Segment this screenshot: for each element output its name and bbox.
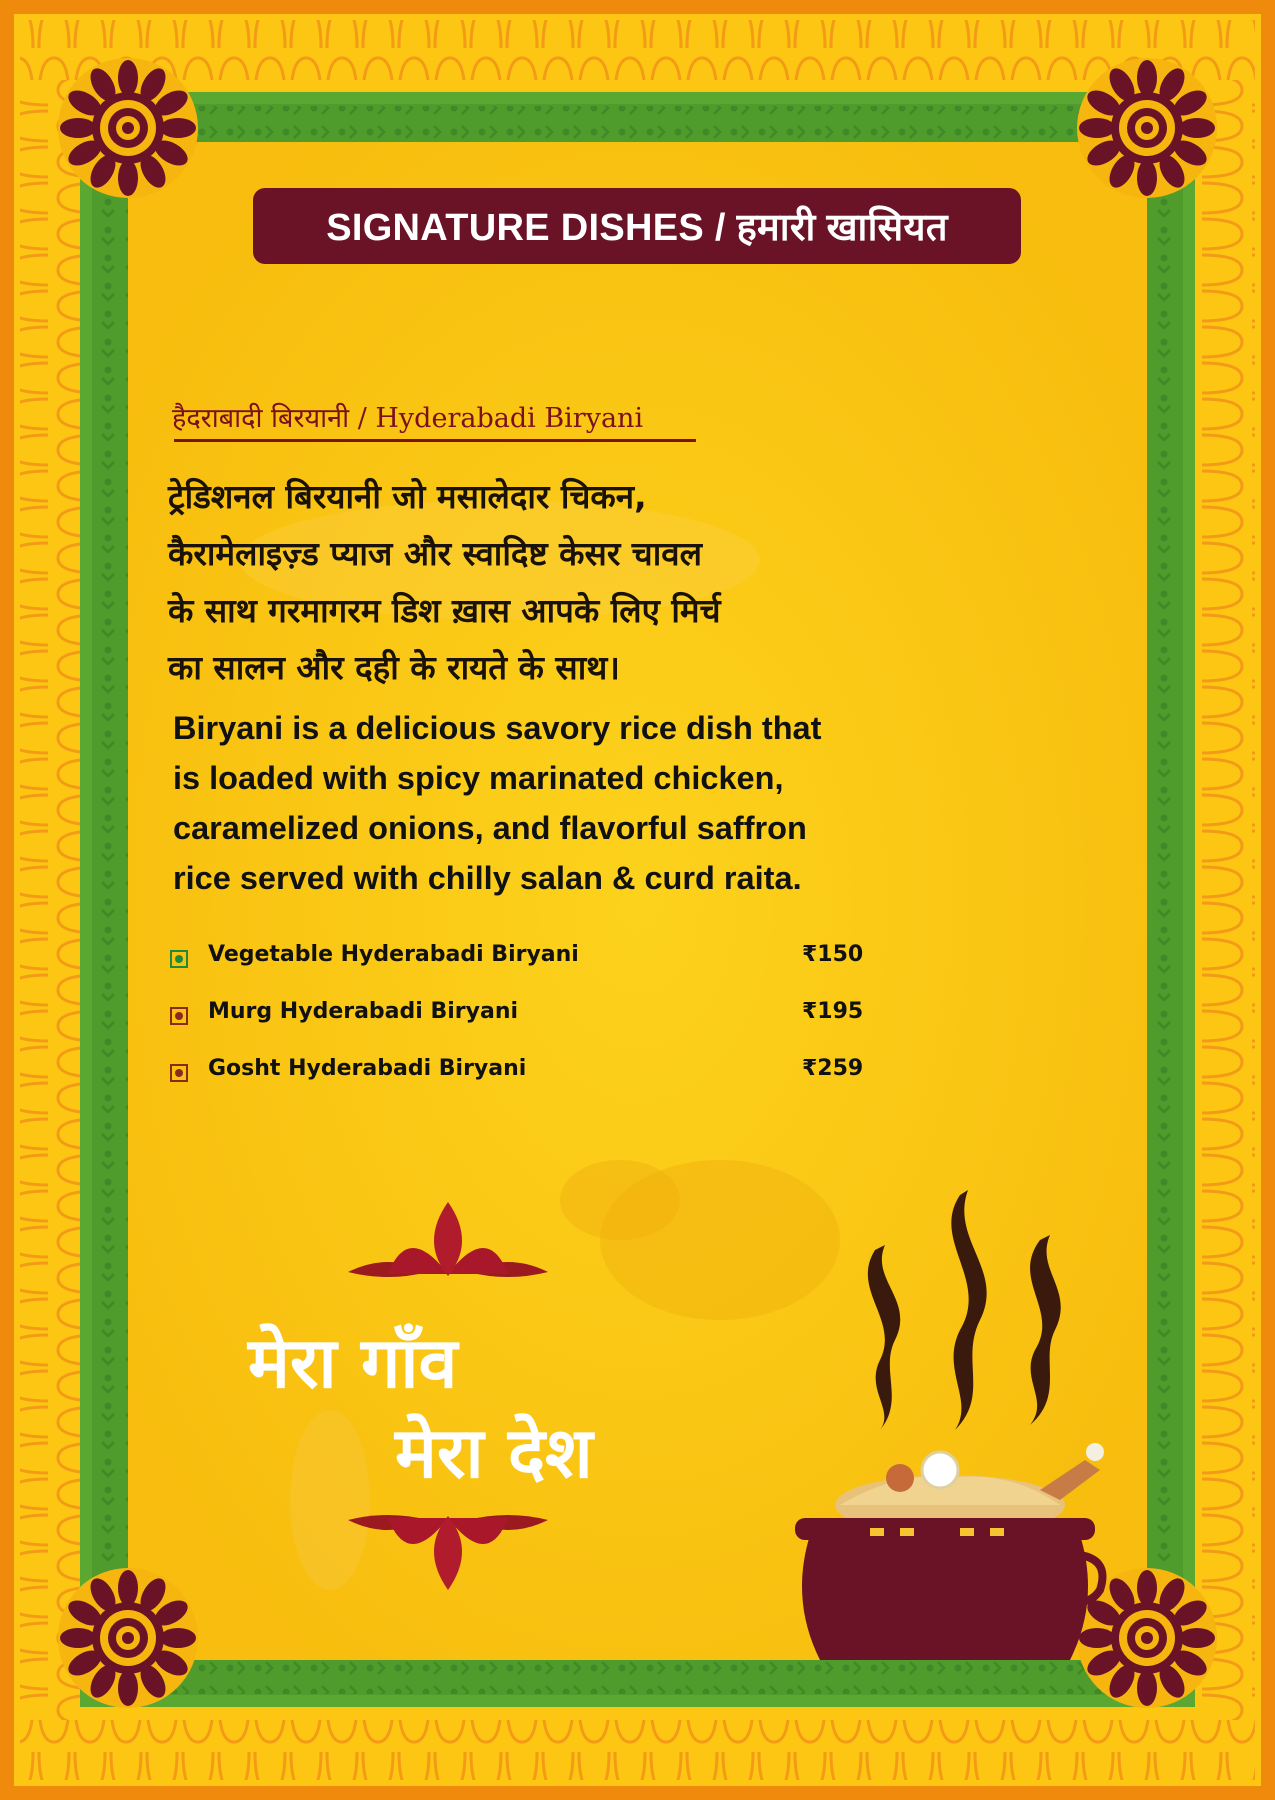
menu-item (170, 940, 870, 997)
menu-item-name: Gosht Hyderabadi Biryani (208, 1056, 527, 1081)
menu-item-name: Vegetable Hyderabadi Biryani (208, 942, 579, 967)
menu-item (170, 1054, 870, 1111)
menu-item-price: ₹150 (802, 942, 864, 967)
description-hindi-line: ट्रेडिशनल बिरयानी जो मसालेदार चिकन, (168, 477, 647, 516)
menu-item (170, 997, 870, 1054)
page-title: SIGNATURE DISHES / हमारी खासियत (326, 207, 948, 249)
description-english (173, 703, 993, 903)
non-veg-marker-icon (170, 1007, 188, 1025)
veg-marker-icon (170, 950, 188, 968)
description-english-line: caramelized onions, and flavorful saffron (173, 810, 807, 846)
dish-heading: हैदराबादी बिरयानी / Hyderabadi Biryani (172, 403, 644, 434)
flower-mandala-icon (58, 58, 198, 198)
slogan-line-1: मेरा गाँव (248, 1322, 458, 1404)
menu-item-price: ₹259 (802, 1056, 864, 1081)
flower-mandala-icon (58, 1568, 198, 1708)
menu-item-price: ₹195 (802, 999, 864, 1024)
non-veg-marker-icon (170, 1064, 188, 1082)
title-banner (253, 188, 1021, 264)
description-english-line: is loaded with spicy marinated chicken, (173, 760, 784, 796)
description-hindi-line: का सालन और दही के रायते के साथ। (168, 648, 620, 687)
description-hindi-line: के साथ गरमागरम डिश ख़ास आपके लिए मिर्च (168, 591, 721, 630)
menu-item-name: Murg Hyderabadi Biryani (208, 999, 519, 1024)
description-english-line: rice served with chilly salan & curd raita. (173, 860, 802, 896)
description-hindi (168, 468, 888, 696)
dish-heading-underline (174, 439, 696, 442)
menu-list (170, 940, 870, 1111)
slogan-line-2: मेरा देश (395, 1412, 593, 1494)
flower-mandala-icon (1077, 58, 1217, 198)
description-english-line: Biryani is a delicious savory rice dish that (173, 710, 822, 746)
description-hindi-line: कैरामेलाइज़्ड प्याज और स्वादिष्ट केसर चावल (168, 534, 703, 573)
